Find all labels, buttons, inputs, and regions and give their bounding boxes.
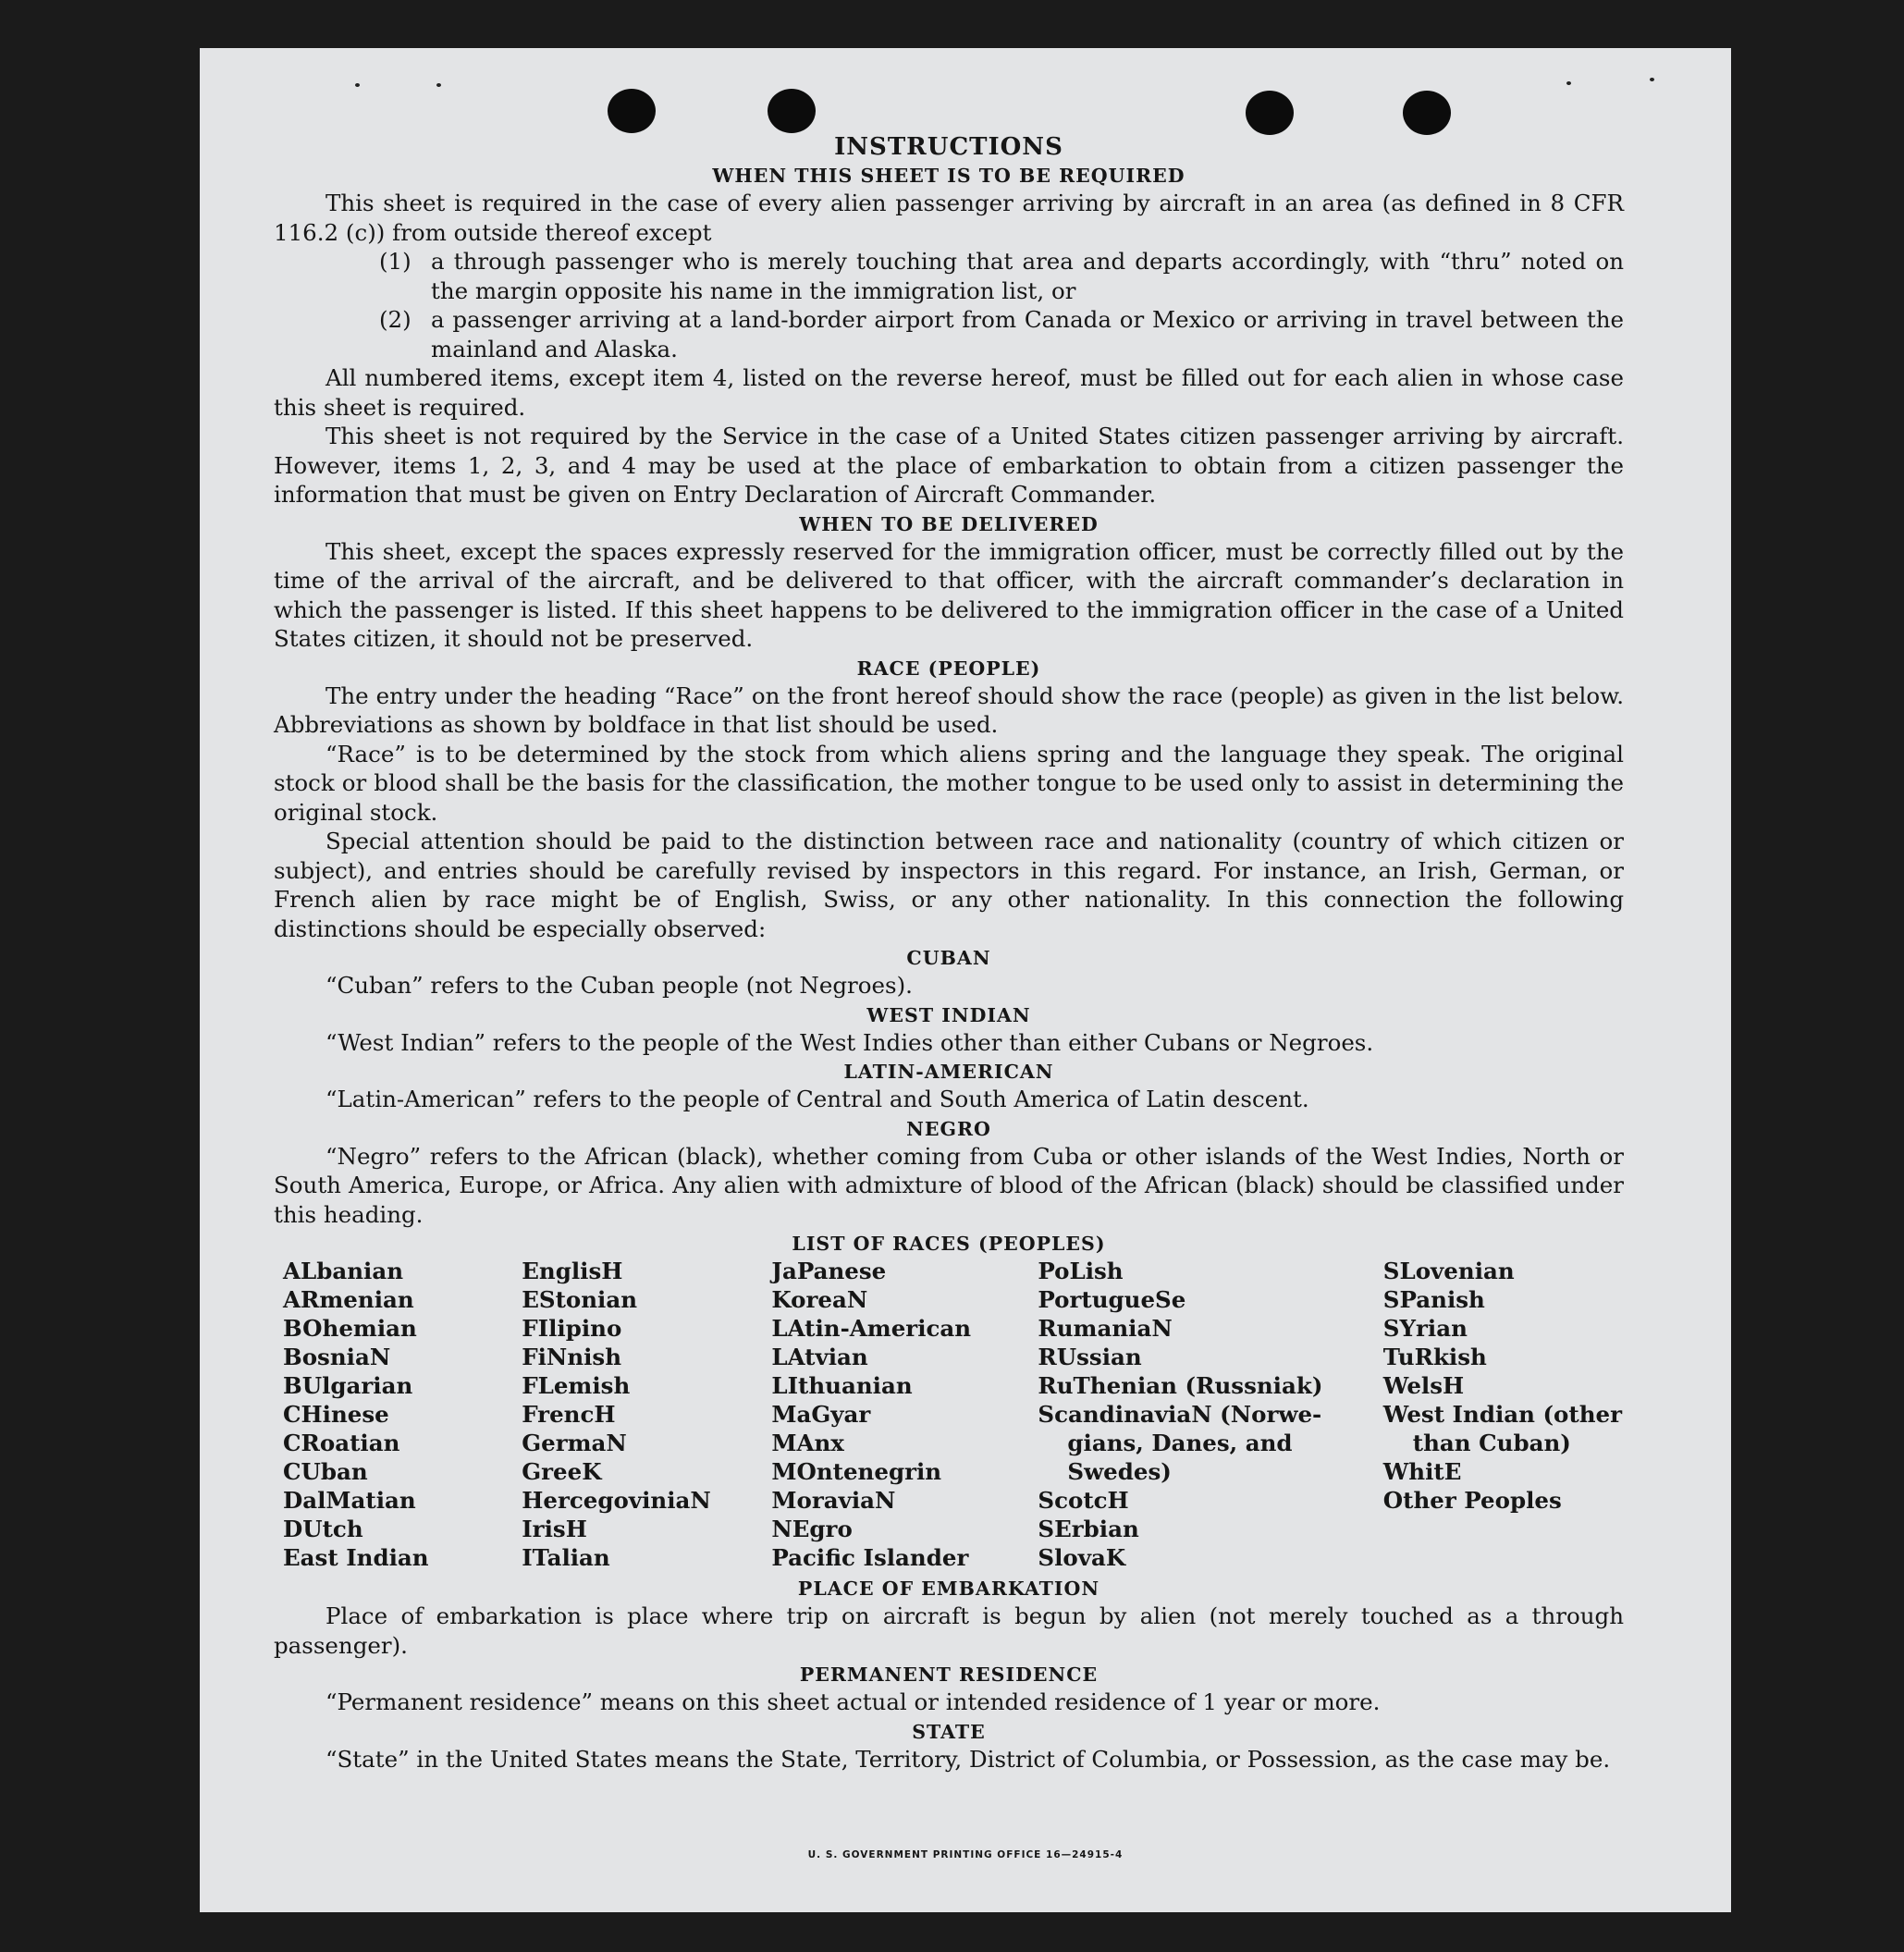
document-sheet bbox=[200, 48, 1731, 1912]
item-number: (2) bbox=[379, 306, 412, 333]
race-item: WelsH bbox=[1382, 1372, 1465, 1399]
race-item: SErbian bbox=[1038, 1516, 1139, 1542]
race-item: RUssian bbox=[1038, 1344, 1142, 1370]
race-item: SPanish bbox=[1382, 1286, 1485, 1313]
race-item: IrisH bbox=[522, 1516, 587, 1542]
paragraph: This sheet is not required by the Service in the case of a United States citizen passenger arriving by aircraft. However, items 1, 2, 3, and 4 may be used at the place of embarkation to obtain from a citizen passenger the information that must be given on Entry Declaration of Aircraft Commander. bbox=[274, 423, 1624, 508]
race-item: LAtvian bbox=[771, 1344, 868, 1370]
paragraph: “West Indian” refers to the people of the West Indies other than either Cubans or Negroes. bbox=[326, 1028, 1374, 1056]
race-item: TuRkish bbox=[1382, 1344, 1487, 1370]
race-item: LAtin-American bbox=[771, 1315, 972, 1342]
paragraph: This sheet, except the spaces expressly reserved for the immigration officer, must be correctly filled out by the time of the arrival of the aircraft, and be delivered to that officer, with the aircraft commander’s declaration in which the passenger is listed. If this sheet happens to be delivered to the immigration officer in the case of a United States citizen, it should not be preserved. bbox=[274, 537, 1624, 652]
speck bbox=[1650, 78, 1654, 81]
section-heading: STATE bbox=[912, 1720, 986, 1743]
race-item: than Cuban) bbox=[1412, 1430, 1571, 1456]
race-item: CRoatian bbox=[283, 1430, 400, 1456]
race-column bbox=[1038, 1257, 1382, 1572]
race-item: EStonian bbox=[522, 1286, 638, 1313]
punch-hole bbox=[768, 89, 816, 133]
race-item: Other Peoples bbox=[1382, 1487, 1562, 1514]
race-item: ARmenian bbox=[283, 1286, 414, 1313]
item-number: (1) bbox=[379, 248, 412, 275]
race-item: MoraviaN bbox=[771, 1487, 896, 1514]
section-heading: RACE (PEOPLE) bbox=[856, 657, 1041, 680]
printer-imprint: U. S. GOVERNMENT PRINTING OFFICE 16—24915-4 bbox=[807, 1849, 1124, 1860]
section-heading: LATIN-AMERICAN bbox=[843, 1061, 1054, 1083]
race-item: EnglisH bbox=[522, 1258, 623, 1284]
race-item: ScandinaviaN (Norwe- bbox=[1038, 1401, 1322, 1428]
race-item: ALbanian bbox=[283, 1258, 404, 1284]
race-item: GermaN bbox=[522, 1430, 627, 1456]
paragraph: “Negro” refers to the African (black), whether coming from Cuba or other islands of the West Indies, North or South America, Europe, or Africa. Any alien with admixture of blood of the African (black) should be classified under this heading. bbox=[274, 1142, 1624, 1228]
race-item: BUlgarian bbox=[283, 1372, 413, 1399]
race-item: FrencH bbox=[522, 1401, 616, 1428]
punch-hole bbox=[608, 89, 656, 133]
page-title: INSTRUCTIONS bbox=[834, 133, 1063, 161]
race-item: SYrian bbox=[1382, 1315, 1468, 1342]
section-heading: LIST OF RACES (PEOPLES) bbox=[792, 1233, 1106, 1255]
section-heading: PLACE OF EMBARKATION bbox=[797, 1578, 1100, 1600]
race-item: SLovenian bbox=[1382, 1258, 1515, 1284]
race-item: gians, Danes, and bbox=[1067, 1430, 1293, 1456]
race-item: WhitE bbox=[1382, 1458, 1462, 1485]
race-item: RuThenian (Russniak) bbox=[1038, 1372, 1323, 1399]
paragraph: “Permanent residence” means on this sheet actual or intended residence of 1 year or more. bbox=[326, 1688, 1381, 1715]
race-column bbox=[283, 1257, 522, 1572]
race-item: HercegoviniaN bbox=[522, 1487, 711, 1514]
race-item: FLemish bbox=[522, 1372, 631, 1399]
race-item: JaPanese bbox=[771, 1258, 887, 1284]
paragraph: This sheet is required in the case of every alien passenger arriving by aircraft in an area (as defined in 8 CFR 116.2 (c)) from outside thereof except bbox=[274, 190, 1624, 246]
race-item: MOntenegrin bbox=[771, 1458, 942, 1485]
paragraph: “Latin-American” refers to the people of Central and South America of Latin descent. bbox=[326, 1086, 1309, 1112]
punch-hole bbox=[1246, 91, 1294, 135]
race-item: FiNnish bbox=[522, 1344, 622, 1370]
race-item: DalMatian bbox=[283, 1487, 416, 1514]
race-column bbox=[522, 1257, 771, 1572]
race-item: West Indian (other bbox=[1382, 1401, 1623, 1428]
race-item: East Indian bbox=[283, 1544, 429, 1571]
section-heading: NEGRO bbox=[906, 1117, 991, 1140]
race-list bbox=[283, 1257, 1624, 1572]
race-item: ScotcH bbox=[1038, 1487, 1129, 1514]
speck bbox=[1566, 81, 1571, 85]
paragraph: The entry under the heading “Race” on the front hereof should show the race (people) as given in the list below. Abbreviations as shown by boldface in that list should be used. bbox=[274, 681, 1624, 738]
race-item: CHinese bbox=[283, 1401, 389, 1428]
race-item: Swedes) bbox=[1067, 1458, 1172, 1485]
race-item: MAnx bbox=[771, 1430, 844, 1456]
race-item: PoLish bbox=[1038, 1258, 1124, 1284]
race-item: BOhemian bbox=[283, 1315, 417, 1342]
paragraph: “State” in the United States means the State, Territory, District of Columbia, or Possession, as the case may be. bbox=[326, 1745, 1611, 1773]
race-item: Pacific Islander bbox=[771, 1544, 969, 1571]
section-heading: WHEN THIS SHEET IS TO BE REQUIRED bbox=[712, 165, 1185, 187]
race-item: CUban bbox=[283, 1458, 368, 1485]
speck bbox=[436, 83, 441, 87]
section-heading: WEST INDIAN bbox=[866, 1003, 1031, 1026]
race-item: LIthuanian bbox=[771, 1372, 913, 1399]
instructions-content bbox=[274, 133, 1624, 1774]
section-heading: WHEN TO BE DELIVERED bbox=[799, 512, 1099, 535]
paragraph: “Cuban” refers to the Cuban people (not Negroes). bbox=[326, 972, 913, 999]
section-heading: PERMANENT RESIDENCE bbox=[799, 1663, 1099, 1686]
punch-hole bbox=[1403, 91, 1451, 135]
item-text: a through passenger who is merely touching that area and departs accordingly, with “thru” noted on the margin opposite his name in the immigration list, or bbox=[431, 248, 1624, 304]
item-text: a passenger arriving at a land-border airport from Canada or Mexico or arriving in travel between the mainland and Alaska. bbox=[431, 306, 1624, 362]
race-item: FIlipino bbox=[522, 1315, 622, 1342]
paragraph: All numbered items, except item 4, listed on the reverse hereof, must be filled out for each alien in whose case this sheet is required. bbox=[274, 364, 1624, 421]
race-item: ITalian bbox=[522, 1544, 610, 1571]
race-item: SlovaK bbox=[1038, 1544, 1126, 1571]
speck bbox=[355, 83, 360, 87]
race-item: KoreaN bbox=[771, 1286, 868, 1313]
paragraph: Special attention should be paid to the distinction between race and nationality (country of which citizen or subject), and entries should be carefully revised by inspectors in this regard. For instance, an Irish, German, or French alien by race might be of English, Swiss, or any other nationality. In this connection the following distinctions should be especially observed: bbox=[274, 828, 1624, 942]
paragraph: Place of embarkation is place where trip on aircraft is begun by alien (not merely touched as a through passenger). bbox=[274, 1602, 1624, 1659]
race-item: MaGyar bbox=[771, 1401, 871, 1428]
race-item: RumaniaN bbox=[1038, 1315, 1173, 1342]
race-item: PortugueSe bbox=[1038, 1286, 1186, 1313]
list-item bbox=[379, 305, 1624, 363]
list-item bbox=[379, 247, 1624, 305]
race-item: NEgro bbox=[771, 1516, 853, 1542]
race-item: BosniaN bbox=[283, 1344, 391, 1370]
race-item: DUtch bbox=[283, 1516, 363, 1542]
race-column bbox=[771, 1257, 1038, 1572]
paragraph: “Race” is to be determined by the stock from which aliens spring and the language they speak. The original stock or blood shall be the basis for the classification, the mother tongue to be used only to assist in determining the original stock. bbox=[274, 740, 1624, 826]
race-item: GreeK bbox=[522, 1458, 602, 1485]
race-column bbox=[1383, 1257, 1624, 1572]
section-heading: CUBAN bbox=[906, 947, 991, 969]
